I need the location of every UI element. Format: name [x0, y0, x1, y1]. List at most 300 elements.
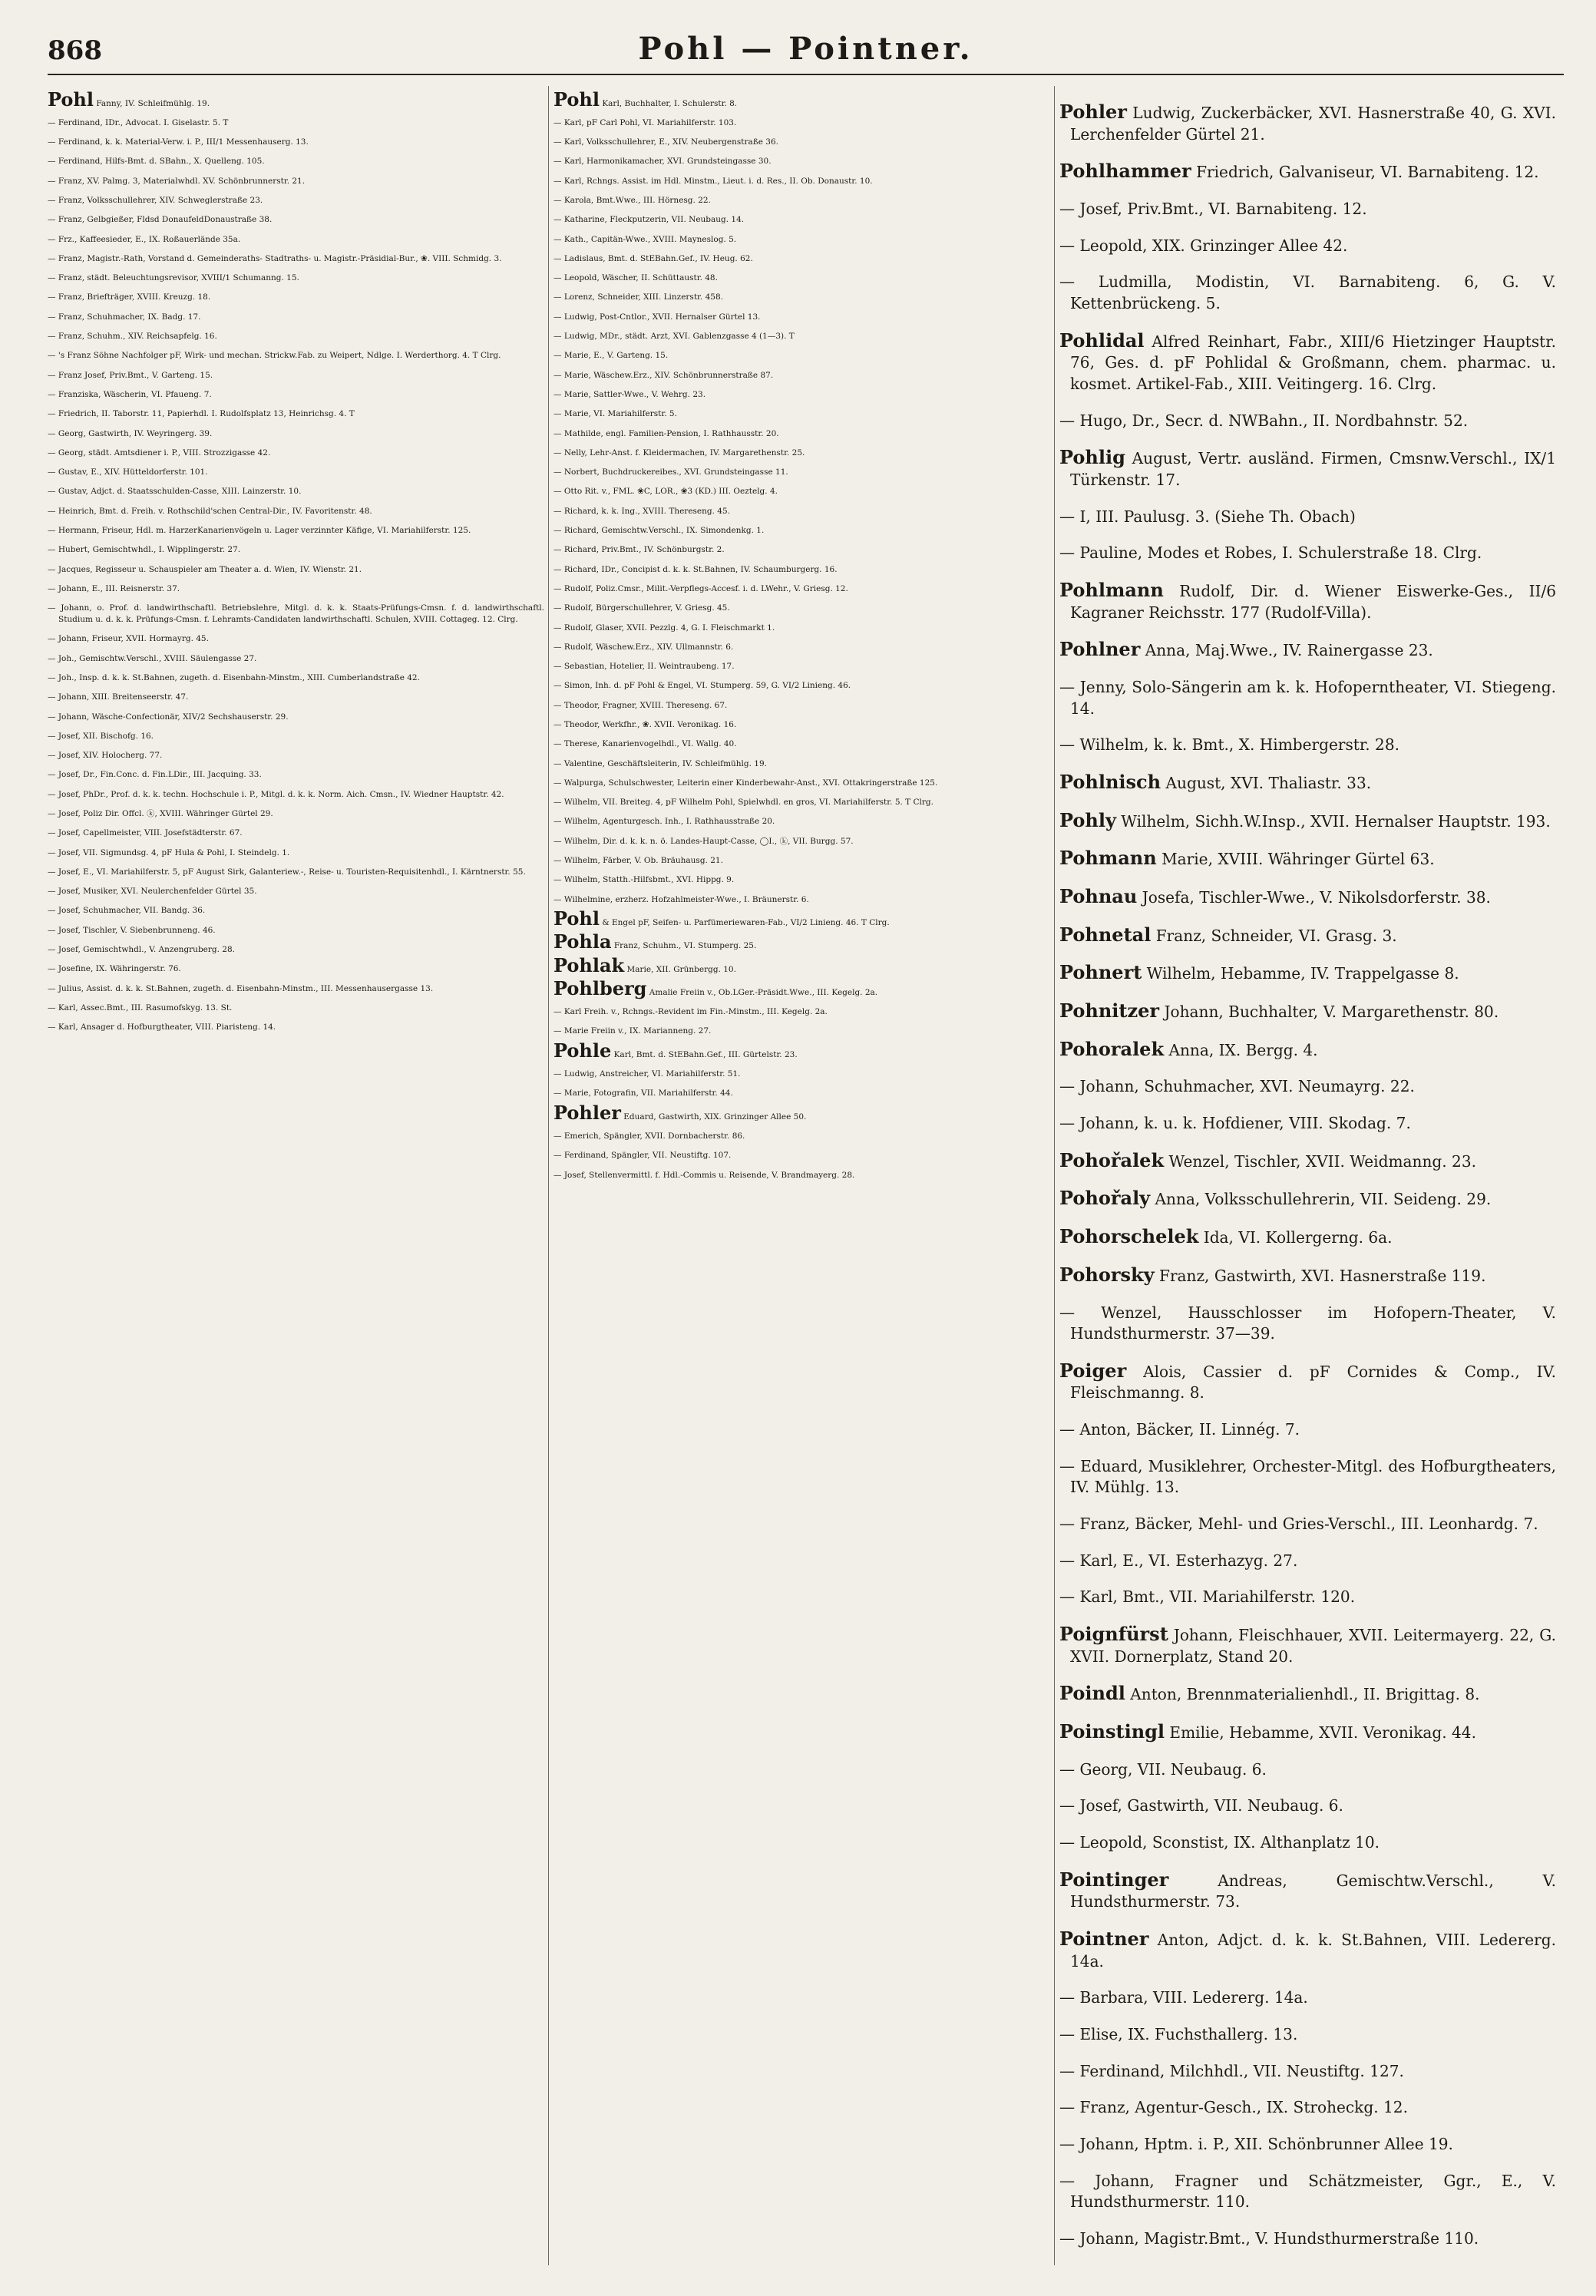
entry-text: — Franz, Magistr.-Rath, Vorstand d. Gemeinderaths- Stadtraths- u. Magistr.-Präsidial-Bur., ❀. VIII. Schmidg. 3.	[48, 253, 502, 263]
entry-text: Franz, Gastwirth, XVI. Hasnerstraße 119.	[1154, 1266, 1486, 1285]
directory-entry	[553, 758, 1050, 770]
directory-entry	[553, 137, 1050, 148]
directory-entry	[1059, 101, 1556, 145]
entry-text: & Engel pF, Seifen- u. Parfümeriewaren-Fab., VI/2 Linieng. 46. T Clrg.	[599, 917, 890, 927]
entry-surname: Pohoralek	[1059, 1037, 1165, 1060]
entry-surname: Pointner	[1059, 1928, 1149, 1951]
entry-text: — Karl, Volksschullehrer, E., XIV. Neubergenstraße 36.	[553, 137, 778, 147]
entry-text: — Wilhelm, Färber, V. Ob. Bräuhausg. 21.	[553, 856, 723, 866]
entry-text: — Georg, städt. Amtsdiener i. P., VIII. Strozzigasse 42.	[48, 448, 271, 458]
entry-text: — Ludmilla, Modistin, VI. Barnabiteng. 6, G. V. Kettenbrückeng. 5.	[1059, 273, 1556, 313]
directory-entry	[1059, 1928, 1556, 1972]
running-title: Pohl — Pointner.	[638, 31, 973, 67]
directory-entry	[48, 944, 544, 956]
directory-entry	[48, 448, 544, 459]
entry-text: — Johann, Magistr.Bmt., V. Hundsthurmerstraße 110.	[1059, 2229, 1479, 2248]
entry-text: — Ferdinand, Spängler, VII. Neustiftg. 107.	[553, 1151, 732, 1161]
directory-entry	[48, 1022, 544, 1033]
entry-text: — Hermann, Friseur, Hdl. m. HarzerKanarienvögeln u. Lager verzinnter Käfige, VI. Mariahilferstr. 125.	[48, 526, 471, 536]
entry-text: — Wilhelmine, erzherz. Hofzahlmeister-Wwe., I. Bräunerstr. 6.	[553, 894, 809, 904]
entry-text: — Josef, E., VI. Mariahilferstr. 5, pF August Sirk, Galanteriew.-, Reise- u. Touristen-Requisitenhdl., I. Kärntnerstr. 55.	[48, 867, 526, 877]
entry-surname: Pohle	[553, 1039, 612, 1062]
directory-entry	[553, 273, 1050, 284]
directory-entry	[553, 816, 1050, 828]
directory-entry	[553, 564, 1050, 576]
directory-entry	[553, 292, 1050, 303]
directory-entry	[1059, 735, 1556, 756]
directory-entry	[553, 1150, 1050, 1161]
page-number: 868	[48, 35, 102, 66]
directory-entry	[48, 467, 544, 478]
directory-entry	[553, 389, 1050, 401]
entry-text: Johann, Buchhalter, V. Margarethenstr. 80.	[1159, 1003, 1499, 1021]
directory-entry	[48, 117, 544, 129]
directory-entry	[553, 661, 1050, 672]
entry-text: Friedrich, Galvaniseur, VI. Barnabiteng. 12.	[1191, 163, 1539, 182]
directory-entry	[553, 448, 1050, 459]
directory-entry	[1059, 1796, 1556, 1817]
entry-text: — Gustav, Adjct. d. Staatsschulden-Casse, XIII. Lainzerstr. 10.	[48, 487, 302, 497]
entry-text: — Theodor, Fragner, XVIII. Thereseng. 67.	[553, 700, 728, 710]
entry-text: Ida, VI. Kollergerng. 6a.	[1198, 1228, 1393, 1247]
directory-entry	[48, 486, 544, 497]
directory-entry	[553, 156, 1050, 167]
entry-text: Wenzel, Tischler, XVII. Weidmanng. 23.	[1164, 1151, 1476, 1171]
directory-entry	[1059, 1419, 1556, 1441]
entry-text: — Therese, Kanarienvogelhdl., VI. Wallg. 40.	[553, 739, 737, 749]
entry-text: — Josef, Gemischtwhdl., V. Anzengruberg. 28.	[48, 945, 235, 955]
entry-text: — Frz., Kaffeesieder, E., IX. Roßauerlände 35a.	[48, 234, 241, 244]
entry-text: — Otto Rit. v., FML. ❀C, LOR., ❀3 (KD.) III. Oeztelg. 4.	[553, 487, 778, 497]
directory-entry	[553, 117, 1050, 129]
directory-entry	[48, 925, 544, 937]
entry-text: — Katharine, Fleckputzerin, VII. Neubaug. 14.	[553, 215, 745, 225]
directory-entry	[553, 1026, 1050, 1037]
entry-surname: Pohlner	[1059, 638, 1141, 661]
directory-entry	[553, 778, 1050, 789]
entry-text: Eduard, Gastwirth, XIX. Grinzinger Allee 50.	[620, 1112, 807, 1122]
entry-text: Karl, Bmt. d. StEBahn.Gef., III. Gürtelstr. 23.	[611, 1049, 798, 1059]
directory-entry	[48, 769, 544, 781]
directory-entry	[1059, 330, 1556, 395]
directory-entry	[48, 88, 544, 111]
directory-entry	[1059, 1721, 1556, 1744]
entry-text: — Simon, Inh. d. pF Pohl & Engel, VI. Stumperg. 59, G. VI/2 Linieng. 46.	[553, 681, 851, 691]
directory-entry	[553, 214, 1050, 226]
entry-text: — Franz, Briefträger, XVIII. Kreuzg. 18.	[48, 292, 211, 302]
directory-entry	[1059, 1624, 1556, 1667]
entry-text: — Ludwig, MDr., städt. Arzt, XVI. Gablenzgasse 4 (1—3). T	[553, 332, 795, 342]
entry-text: Anna, IX. Bergg. 4.	[1164, 1040, 1318, 1059]
entry-text: — Joh., Insp. d. k. k. St.Bahnen, zugeth. d. Eisenbahn-Minstm., XIII. Cumberlandstraße 42.	[48, 672, 420, 682]
entry-text: — Hubert, Gemischtwhdl., I. Wipplingerstr. 27.	[48, 545, 241, 555]
directory-entry	[1059, 1683, 1556, 1706]
directory-entry	[48, 506, 544, 517]
entry-text: — Wilhelm, Agenturgesch. Inh., I. Rathhausstraße 20.	[553, 817, 775, 827]
entry-text: — Kath., Capitän-Wwe., XVIII. Mayneslog. 5.	[553, 234, 737, 244]
directory-entry	[1059, 447, 1556, 491]
directory-entry	[48, 867, 544, 878]
directory-entry	[553, 836, 1050, 847]
directory-entry	[48, 195, 544, 206]
entry-text: — Josef, XIV. Holocherg. 77.	[48, 751, 163, 761]
entry-text: — Franz, Agentur-Gesch., IX. Stroheckg. 12.	[1059, 2098, 1408, 2117]
entry-text: — Josef, Priv.Bmt., VI. Barnabiteng. 12.	[1059, 200, 1367, 219]
entry-text: — Johann, Friseur, XVII. Hormayrg. 45.	[48, 634, 209, 644]
directory-entry	[48, 389, 544, 401]
directory-entry	[48, 672, 544, 684]
entry-surname: Pointinger	[1059, 1868, 1169, 1891]
entry-text: — Marie, E., V. Garteng. 15.	[553, 351, 669, 361]
directory-entry	[1059, 1303, 1556, 1345]
directory-entry	[48, 156, 544, 167]
entry-surname: Pohly	[1059, 808, 1116, 831]
entry-text: — Richard, k. k. Ing., XVIII. Thereseng. 45.	[553, 506, 730, 516]
entry-text: — Marie, Fotografin, VII. Mariahilferstr. 44.	[553, 1089, 733, 1098]
directory-entry	[48, 544, 544, 556]
directory-entry	[553, 874, 1050, 886]
entry-text: — Wilhelm, Statth.-Hilfsbmt., XVI. Hippg. 9.	[553, 875, 735, 885]
entry-text: Franz, Schuhm., VI. Stumperg. 25.	[611, 941, 757, 951]
directory-entry	[48, 292, 544, 303]
directory-entry	[553, 623, 1050, 634]
entry-text: Alfred Reinhart, Fabr., XIII/6 Hietzinger Hauptstr. 76, Ges. d. pF Pohlidal & Großmann, chem. pharmac. u. kosmet. Artikel-Fab., XIII. Veitingerg. 16. Clrg.	[1070, 332, 1556, 393]
entry-text: Wilhelm, Hebamme, IV. Trappelgasse 8.	[1142, 964, 1459, 983]
entry-text: — Richard, IDr., Concipist d. k. k. St.Bahnen, IV. Schaumburgerg. 16.	[553, 564, 838, 574]
directory-entry	[1059, 1039, 1556, 1062]
directory-entry	[553, 738, 1050, 750]
entry-text: — Georg, VII. Neubaug. 6.	[1059, 1759, 1267, 1779]
entry-text: — Hugo, Dr., Secr. d. NWBahn., II. Nordbahnstr. 52.	[1059, 411, 1469, 430]
directory-entry	[1059, 1150, 1556, 1173]
entry-text: — Leopold, Wäscher, II. Schüttaustr. 48.	[553, 273, 718, 283]
directory-entry	[48, 564, 544, 576]
column-right	[1059, 86, 1556, 2265]
entry-text: — Karl, Rchngs. Assist. im Hdl. Minstm., Lieut. i. d. Res., II. Ob. Donaustr. 10.	[553, 176, 873, 186]
entry-text: Ludwig, Zuckerbäcker, XVI. Hasnerstraße 40, G. XVI. Lerchenfelder Gürtel 21.	[1070, 104, 1556, 144]
entry-text: Josefa, Tischler-Wwe., V. Nikolsdorferstr. 38.	[1137, 887, 1491, 907]
entry-text: Rudolf, Dir. d. Wiener Eiswerke-Ges., II/6 Kagraner Reichsstr. 177 (Rudolf-Villa).	[1070, 581, 1556, 622]
entry-surname: Poignfürst	[1059, 1623, 1168, 1646]
directory-entry	[1059, 1587, 1556, 1608]
entry-text: Johann, Fleischhauer, XVII. Leitermayerg. 22, G. XVII. Dornerplatz, Stand 20.	[1070, 1626, 1556, 1666]
entry-surname: Poinstingl	[1059, 1720, 1165, 1743]
directory-entry	[553, 1088, 1050, 1099]
directory-entry	[553, 370, 1050, 382]
directory-entry	[48, 633, 544, 645]
entry-text: — Wilhelm, Dir. d. k. k. n. ö. Landes-Haupt-Casse, ◯I., ⓚ, VII. Burgg. 57.	[553, 836, 854, 846]
directory-entry	[553, 331, 1050, 342]
entry-text: — Josef, Musiker, XVI. Neulerchenfelder Gürtel 35.	[48, 887, 257, 897]
entry-text: — Franziska, Wäscherin, VI. Pfaueng. 7.	[48, 389, 212, 399]
entry-text: — Marie, Wäschew.Erz., XIV. Schönbrunnerstraße 87.	[553, 370, 774, 380]
entry-surname: Pohl	[553, 88, 600, 111]
entry-surname: Pohořalek	[1059, 1148, 1165, 1171]
entry-text: — Leopold, XIX. Grinzinger Allee 42.	[1059, 236, 1348, 255]
directory-entry	[48, 273, 544, 284]
entry-surname: Pohořaly	[1059, 1187, 1151, 1210]
entry-text: Alois, Cassier d. pF Cornides & Comp., IV. Fleischmanng. 8.	[1070, 1362, 1556, 1402]
entry-text: — Marie Freiin v., IX. Marianneng. 27.	[553, 1026, 712, 1036]
entry-text: — Johann, E., III. Reisnerstr. 37.	[48, 583, 180, 593]
directory-entry	[1059, 1360, 1556, 1404]
entry-surname: Pohnetal	[1059, 923, 1152, 946]
directory-entry	[1059, 236, 1556, 257]
entry-text: — Karl Freih. v., Rchngs.-Revident im Fin.-Minstm., III. Kegelg. 2a.	[553, 1007, 828, 1017]
directory-entry	[1059, 962, 1556, 985]
directory-entry	[1059, 1551, 1556, 1572]
directory-entry	[48, 1003, 544, 1014]
directory-entry	[553, 1069, 1050, 1080]
directory-entry	[48, 525, 544, 537]
entry-text: Wilhelm, Sichh.W.Insp., XVII. Hernalser Hauptstr. 193.	[1115, 811, 1551, 831]
entry-surname: Pohler	[1059, 101, 1127, 124]
directory-entry	[48, 214, 544, 226]
directory-entry	[48, 331, 544, 342]
entry-text: — Karl, pF Carl Pohl, VI. Mariahilferstr. 103.	[553, 117, 737, 127]
entry-text: — Leopold, Sconstist, IX. Althanplatz 10.	[1059, 1833, 1380, 1852]
entry-text: — Johann, Schuhmacher, XVI. Neumayrg. 22.	[1059, 1077, 1415, 1096]
entry-text: — Karl, E., VI. Esterhazyg. 27.	[1059, 1551, 1298, 1570]
directory-entry	[553, 234, 1050, 246]
directory-entry	[1059, 771, 1556, 795]
directory-entry	[48, 828, 544, 839]
directory-entry	[1059, 507, 1556, 528]
directory-entry	[48, 603, 544, 626]
directory-entry	[1059, 411, 1556, 432]
entry-text: — Karl, Ansager d. Hofburgtheater, VIII. Piaristeng. 14.	[48, 1022, 276, 1032]
directory-entry	[553, 953, 1050, 976]
directory-entry	[553, 486, 1050, 497]
entry-text: — Anton, Bäcker, II. Linnég. 7.	[1059, 1420, 1300, 1439]
entry-text: — Elise, IX. Fuchsthallerg. 13.	[1059, 2025, 1298, 2044]
directory-entry	[553, 930, 1050, 953]
entry-text: Anton, Adjct. d. k. k. St.Bahnen, VIII. Ledererg. 14a.	[1070, 1931, 1556, 1971]
entry-text: — Franz, Bäcker, Mehl- und Gries-Verschl., III. Leonhardg. 7.	[1059, 1515, 1538, 1534]
directory-entry	[553, 525, 1050, 537]
entry-surname: Pohnitzer	[1059, 999, 1160, 1022]
directory-entry	[48, 905, 544, 917]
directory-entry	[1059, 677, 1556, 719]
entry-surname: Pohla	[553, 930, 612, 953]
entry-surname: Poiger	[1059, 1359, 1127, 1382]
directory-entry	[48, 712, 544, 723]
directory-entry	[1059, 1759, 1556, 1781]
entry-text: Andreas, Gemischtw.Verschl., V. Hundsthurmerstr. 73.	[1070, 1871, 1556, 1911]
directory-entry	[48, 234, 544, 246]
directory-entry	[1059, 199, 1556, 220]
entry-text: — Johann, k. u. k. Hofdiener, VIII. Skodag. 7.	[1059, 1114, 1411, 1133]
page-header	[48, 29, 1564, 75]
directory-entry	[1059, 1514, 1556, 1535]
entry-text: Marie, XVIII. Währinger Gürtel 63.	[1156, 850, 1435, 869]
directory-entry	[553, 176, 1050, 187]
directory-entry	[1059, 2097, 1556, 2119]
entry-surname: Pohorschelek	[1059, 1225, 1199, 1248]
entry-text: — Rudolf, Poliz.Cmsr., Milit.-Verpflegs-Accesf. i. d. LWehr., V. Griesg. 12.	[553, 583, 848, 593]
entry-surname: Pohler	[553, 1101, 621, 1124]
entry-text: — Jenny, Solo-Sängerin am k. k. Hofoperntheater, VI. Stiegeng. 14.	[1059, 677, 1556, 718]
directory-entry	[553, 506, 1050, 517]
directory-entry	[1059, 543, 1556, 564]
directory-entry	[48, 750, 544, 761]
entry-text: — Josef, Dr., Fin.Conc. d. Fin.LDir., III. Jacquing. 33.	[48, 770, 262, 780]
directory-entry	[48, 886, 544, 897]
entry-text: — Franz, XV. Palmg. 3, Materialwhdl. XV. Schönbrunnerstr. 21.	[48, 176, 306, 186]
entry-text: — Mathilde, engl. Familien-Pension, I. Rathhausstr. 20.	[553, 428, 779, 438]
entry-text: — Josef, Tischler, V. Siebenbrunneng. 46.	[48, 925, 216, 935]
directory-entry	[553, 700, 1050, 712]
directory-entry	[48, 137, 544, 148]
entry-text: — 's Franz Söhne Nachfolger pF, Wirk- und mechan. Strickw.Fab. zu Weipert, Ndlge. I. Werderthorg. 4. T Clrg.	[48, 351, 501, 361]
entry-text: — Johann, Wäsche-Confectionär, XIV/2 Sechshauserstr. 29.	[48, 712, 289, 722]
entry-text: — I, III. Paulusg. 3. (Siehe Th. Obach)	[1059, 507, 1356, 526]
entry-text: — Jacques, Regisseur u. Schauspieler am Theater a. d. Wien, IV. Wienstr. 21.	[48, 564, 362, 574]
entry-text: — Ferdinand, Hilfs-Bmt. d. SBahn., X. Quelleng. 105.	[48, 157, 265, 167]
entry-text: — Josef, Poliz Dir. Offcl. ⓚ, XVIII. Währinger Gürtel 29.	[48, 808, 273, 818]
entry-text: — Marie, VI. Mariahilferstr. 5.	[553, 409, 677, 419]
entry-text: — Wilhelm, k. k. Bmt., X. Himbergerstr. 28.	[1059, 735, 1399, 755]
entry-text: Anna, Maj.Wwe., IV. Rainergasse 23.	[1140, 641, 1433, 660]
entry-text: — Norbert, Buchdruckereibes., XVI. Grundsteingasse 11.	[553, 467, 788, 477]
entry-surname: Pohlhammer	[1059, 160, 1191, 183]
entry-text: — Ladislaus, Bmt. d. StEBahn.Gef., IV. Heug. 62.	[553, 253, 753, 263]
entry-text: — Karl, Assec.Bmt., III. Rasumofskyg. 13. St.	[48, 1003, 233, 1013]
directory-entry	[48, 808, 544, 820]
entry-text: — Lorenz, Schneider, XIII. Linzerstr. 458.	[553, 292, 723, 302]
entry-text: — Josef, Capellmeister, VIII. Josefstädterstr. 67.	[48, 828, 243, 838]
entry-text: — Wenzel, Hausschlosser im Hofopern-Theater, V. Hundsthurmerstr. 37—39.	[1059, 1303, 1556, 1343]
entry-text: — Josef, Schuhmacher, VII. Bandg. 36.	[48, 906, 206, 916]
entry-surname: Pohlig	[1059, 446, 1125, 469]
directory-entry	[48, 408, 544, 420]
directory-entry	[48, 350, 544, 362]
directory-entry	[1059, 1226, 1556, 1249]
entry-surname: Pohlmann	[1059, 578, 1164, 601]
entry-text: — Franz, Volksschullehrer, XIV. Schweglerstraße 23.	[48, 195, 263, 205]
entry-text: — Richard, Gemischtw.Verschl., IX. Simondenkg. 1.	[553, 526, 765, 536]
directory-entry	[553, 583, 1050, 595]
directory-entry	[48, 692, 544, 703]
directory-entry	[553, 1131, 1050, 1142]
directory-entry	[553, 1101, 1050, 1124]
directory-entry	[48, 312, 544, 323]
entry-text: August, Vertr. ausländ. Firmen, Cmsnw.Verschl., IX/1 Türkenstr. 17.	[1070, 449, 1556, 489]
entry-text: — Richard, Priv.Bmt., IV. Schönburgstr. 2.	[553, 545, 725, 555]
directory-entry	[1059, 2228, 1556, 2250]
directory-entry	[553, 894, 1050, 906]
entry-text: — Josef, XII. Bischofg. 16.	[48, 731, 154, 741]
directory-entry	[1059, 1076, 1556, 1098]
directory-entry	[1059, 1188, 1556, 1211]
entry-surname: Pohnert	[1059, 961, 1142, 984]
directory-entry	[553, 642, 1050, 653]
directory-entry	[553, 350, 1050, 362]
entry-text: — Josefine, IX. Währingerstr. 76.	[48, 964, 181, 974]
directory-entry	[48, 583, 544, 595]
entry-surname: Pohmann	[1059, 847, 1157, 870]
entry-text: — Walpurga, Schulschwester, Leiterin einer Kinderbewahr-Anst., XVI. Ottakringerstraße 125.	[553, 778, 938, 788]
entry-text: — Georg, Gastwirth, IV. Weyringerg. 39.	[48, 428, 213, 438]
entry-text: Anna, Volksschullehrerin, VII. Seideng. 29.	[1150, 1190, 1492, 1209]
entry-text: Marie, XII. Grünbergg. 10.	[624, 964, 736, 974]
directory-entry	[48, 983, 544, 995]
directory-entry	[553, 312, 1050, 323]
entry-surname: Pohlberg	[553, 976, 647, 999]
directory-entry	[553, 797, 1050, 808]
directory-entry	[1059, 2134, 1556, 2156]
directory-entry	[553, 1170, 1050, 1181]
directory-entry	[48, 176, 544, 187]
entry-text: — Karl, Bmt., VII. Mariahilferstr. 120.	[1059, 1587, 1356, 1607]
entry-text: — Ferdinand, IDr., Advocat. I. Giselastr. 5. T	[48, 117, 229, 127]
directory-entry	[1059, 272, 1556, 314]
directory-entry	[48, 789, 544, 801]
directory-entry	[1059, 1456, 1556, 1498]
entry-text: — Johann, Fragner und Schätzmeister, Ggr., E., V. Hundsthurmerstr. 110.	[1059, 2171, 1556, 2212]
entry-text: — Wilhelm, VII. Breiteg. 4, pF Wilhelm Pohl, Spielwhdl. en gros, VI. Mariahilferstr. 5. T Clrg.	[553, 798, 933, 808]
entry-text: — Pauline, Modes et Robes, I. Schulerstraße 18. Clrg.	[1059, 543, 1482, 563]
directory-entry	[553, 719, 1050, 731]
directory-entry	[553, 467, 1050, 478]
entry-text: — Johann, XIII. Breitenseerstr. 47.	[48, 692, 189, 702]
directory-entry	[553, 976, 1050, 999]
directory-entry	[1059, 810, 1556, 833]
entry-text: Amalie Freiin v., Ob.LGer.-Präsidt.Wwe., III. Kegelg. 2a.	[646, 987, 878, 997]
entry-surname: Pohl	[553, 907, 600, 930]
directory-entry	[48, 428, 544, 440]
entry-text: — Rudolf, Wäschew.Erz., XIV. Ullmannstr. 6.	[553, 642, 734, 652]
directory-entry	[48, 963, 544, 975]
entry-text: — Karl, Harmonikamacher, XVI. Grundsteingasse 30.	[553, 157, 772, 167]
directory-entry	[1059, 1264, 1556, 1287]
directory-entry	[553, 408, 1050, 420]
directory-entry	[48, 731, 544, 742]
directory-entry	[1059, 1869, 1556, 1913]
entry-text: — Josef, Gastwirth, VII. Neubaug. 6.	[1059, 1796, 1343, 1815]
entry-text: — Ferdinand, Milchhdl., VII. Neustiftg. 127.	[1059, 2061, 1404, 2080]
directory-entry	[553, 907, 1050, 930]
entry-surname: Poindl	[1059, 1682, 1125, 1705]
entry-surname: Pohlidal	[1059, 329, 1145, 352]
directory-entry	[48, 253, 544, 265]
entry-surname: Pohlak	[553, 953, 625, 976]
directory-entry	[553, 1006, 1050, 1018]
directory-entry	[1059, 639, 1556, 662]
entry-text: — Franz, Schuhm., XIV. Reichsapfelg. 16.	[48, 332, 217, 342]
entry-text: Franz, Schneider, VI. Grasg. 3.	[1151, 926, 1397, 945]
entry-text: — Josef, PhDr., Prof. d. k. k. techn. Hochschule i. P., Mitgl. d. k. k. Norm. Aich. Cmsn., IV. Wiedner Hauptstr. 42.	[48, 789, 504, 799]
directory-entry	[1059, 886, 1556, 909]
column-middle	[553, 86, 1050, 2265]
directory-entry	[553, 680, 1050, 692]
entry-text: — Heinrich, Bmt. d. Freih. v. Rothschild'schen Central-Dir., IV. Favoritenstr. 48.	[48, 506, 372, 516]
entry-text: — Franz, Schuhmacher, IX. Badg. 17.	[48, 312, 201, 322]
entry-text: — Emerich, Spängler, XVII. Dornbacherstr. 86.	[553, 1131, 745, 1141]
entry-text: — Gustav, E., XIV. Hütteldorferstr. 101.	[48, 467, 208, 477]
directory-entry	[48, 847, 544, 859]
directory-entry	[553, 603, 1050, 614]
directory-entry	[1059, 2024, 1556, 2046]
columns	[48, 86, 1564, 2265]
directory-entry	[1059, 924, 1556, 947]
directory-entry	[1059, 1832, 1556, 1854]
entry-text: — Ludwig, Anstreicher, VI. Mariahilferstr. 51.	[553, 1069, 741, 1079]
entry-text: — Joh., Gemischtw.Verschl., XVIII. Säulengasse 27.	[48, 653, 257, 663]
directory-entry	[48, 653, 544, 665]
directory-entry	[1059, 2061, 1556, 2083]
directory-entry	[1059, 2171, 1556, 2213]
